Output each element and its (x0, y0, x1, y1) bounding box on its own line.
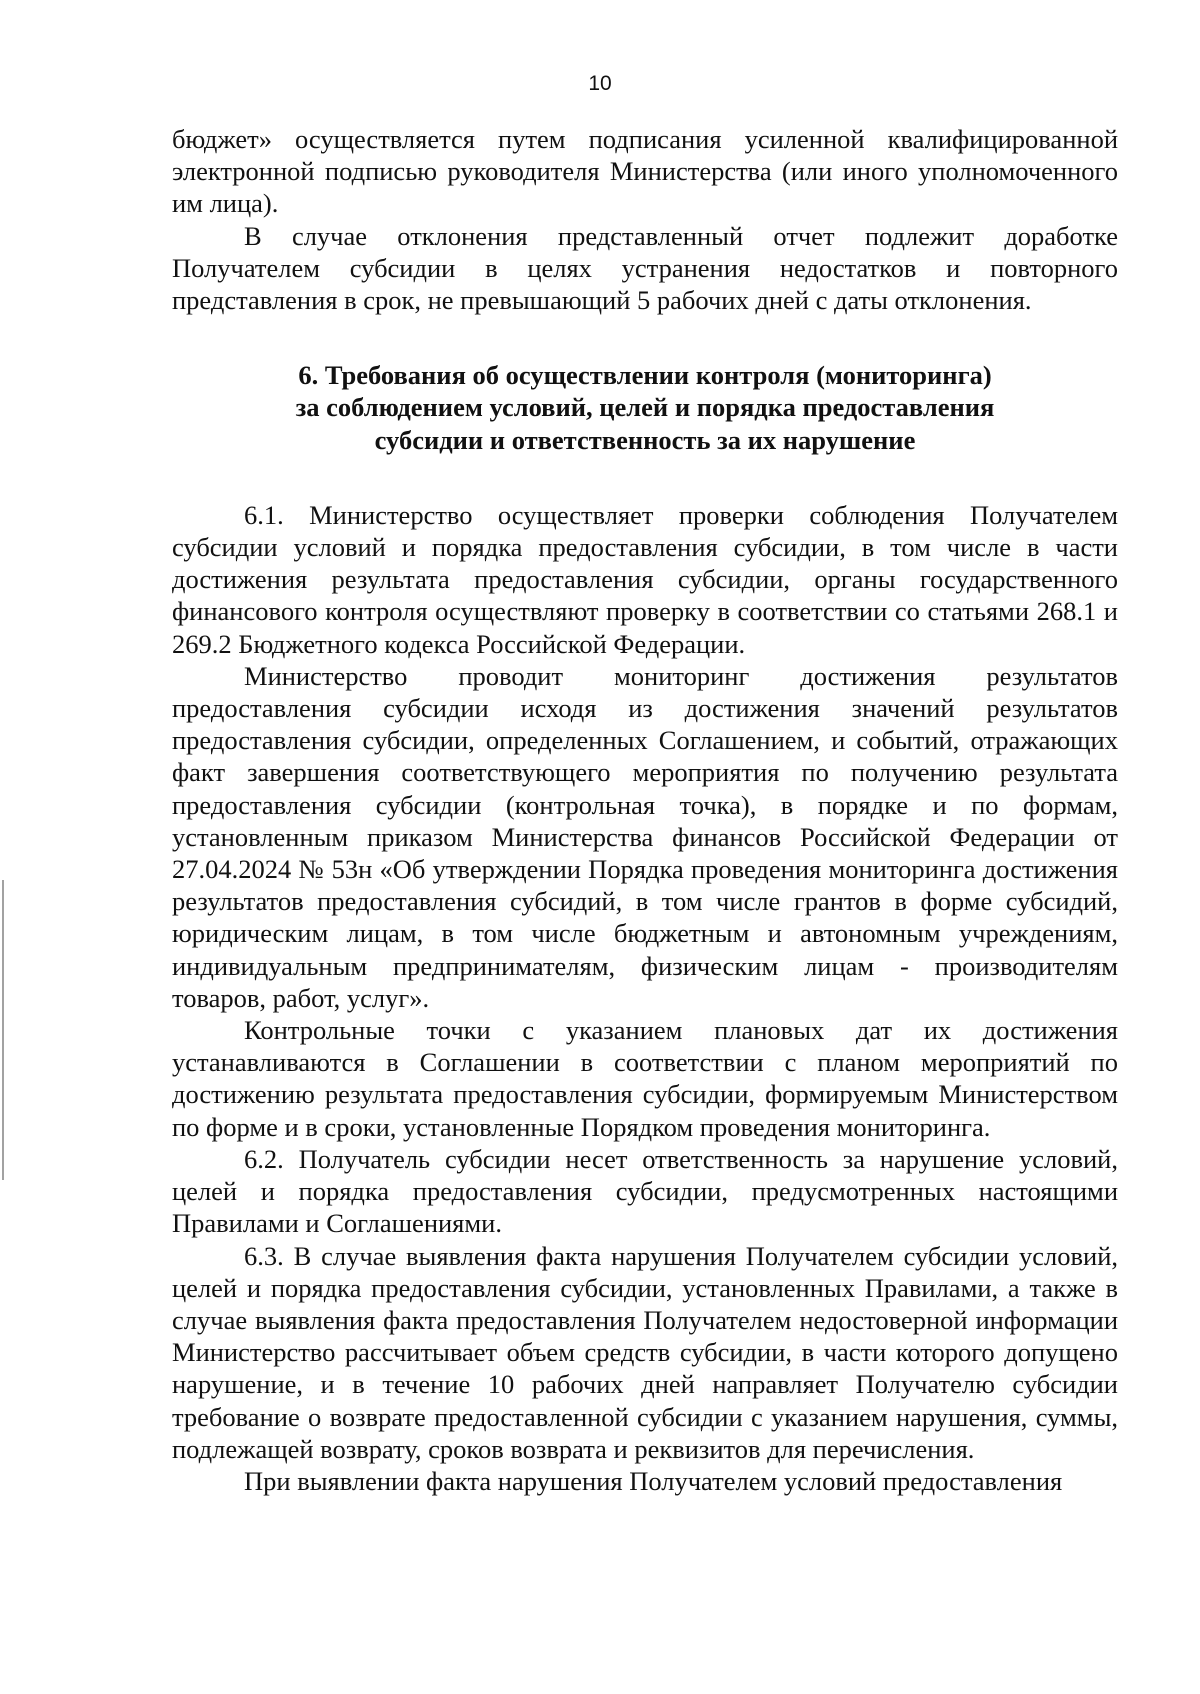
scan-margin-mark (2, 880, 4, 1180)
document-body (172, 123, 1118, 1497)
paragraph-rejection: В случае отклонения представленный отчет подлежит доработке Получателем субсидии в целях устранения недостатков и повторного представления в срок, не превышающий 5 рабочих дней с даты отклонения. (172, 220, 1118, 316)
page-number: 10 (588, 72, 612, 95)
paragraph-6-2: 6.2. Получатель субсидии несет ответственность за нарушение условий, целей и порядка предоставления субсидии, предусмотренных настоящими Правилами и Соглашениями. (172, 1143, 1118, 1239)
paragraph-6-3: 6.3. В случае выявления факта нарушения Получателем субсидии условий, целей и порядка предоставления субсидии, установленных Правилами, а также в случае выявления факта предоставления Получателем недостоверной информации Министерство рассчитывает объем средств субсидии, в части которого допущено нарушение, и в течение 10 рабочих дней направляет Получателю субсидии требование о возврате предоставленной субсидии с указанием нарушения, суммы, подлежащей возврату, сроков возврата и реквизитов для перечисления. (172, 1240, 1118, 1464)
section-heading (172, 359, 1118, 456)
paragraph-last: При выявлении факта нарушения Получателем условий предоставления (244, 1465, 1063, 1496)
paragraph-continuation: бюджет» осуществляется путем подписания усиленной квалифицированной электронной подписью руководителя Министерства (или иного уполномоченного им лица). (172, 124, 1118, 219)
paragraph-6-1: 6.1. Министерство осуществляет проверки соблюдения Получателем субсидии условий и порядка предоставления субсидии, в том числе в части достижения результата предоставления субсидии, органы государственного финансового контроля осуществляют проверку в соответствии со статьями 268.1 и 269.2 Бюджетного кодекса Российской Федерации. (172, 499, 1118, 659)
section-heading-line-1: 6. Требования об осуществлении контроля (мониторинга) (298, 360, 992, 391)
paragraph-control-points: Контрольные точки с указанием плановых дат их достижения устанавливаются в Соглашении в соответствии с планом мероприятий по достижению результата предоставления субсидии, формируемым Министерством по форме и в сроки, установленные Порядком проведения мониторинга. (172, 1015, 1118, 1142)
paragraph-monitoring: Министерство проводит мониторинг достижения результатов предоставления субсидии исходя из достижения значений результатов предоставления субсидии, определенных Соглашением, и событий, отражающих факт завершения соответствующего мероприятия по получению результата предоставления субсидии (контрольная точка), в порядке и по формам, установленным приказом Министерства финансов Российской Федерации от 27.04.2024 № 53н «Об утверждении Порядка проведения мониторинга достижения результатов предоставления субсидий, в том числе грантов в форме субсидий, юридическим лицам, в том числе бюджетным и автономным учреждениям, индивидуальным предпринимателям, физическим лицам - производителям товаров, работ, услуг». (172, 660, 1118, 1013)
section-heading-line-3: субсидии и ответственность за их нарушение (374, 424, 916, 455)
section-heading-line-2: за соблюдением условий, целей и порядка предоставления (295, 392, 995, 423)
